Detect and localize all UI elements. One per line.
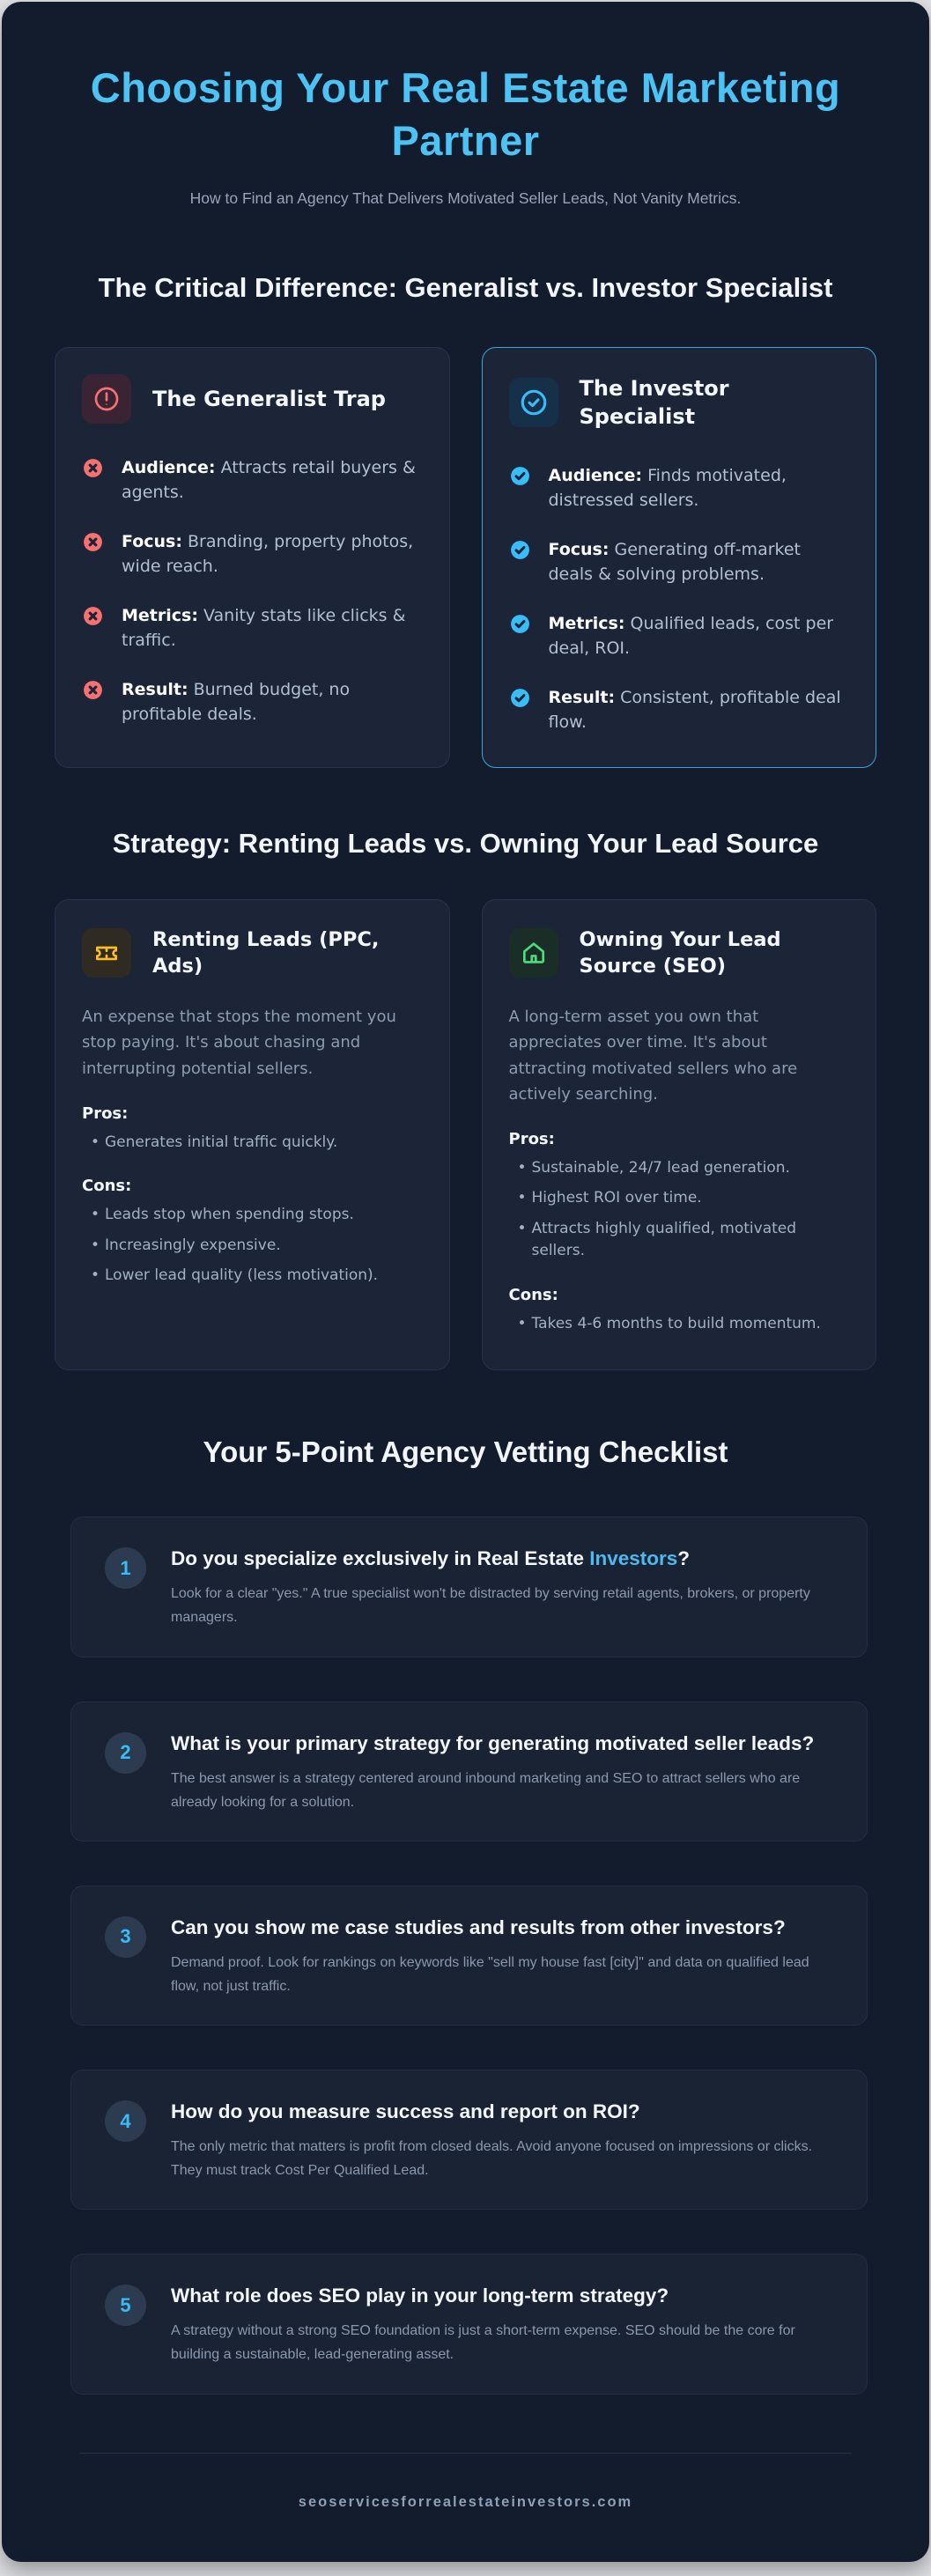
list-item: Result: Consistent, profitable deal flow.: [509, 685, 850, 735]
check-circle-icon: [509, 378, 558, 427]
checklist-item-description: The best answer is a strategy centered around inbound marketing and SEO to attract sellers who are already looking for a solution.: [171, 1770, 801, 1810]
renting-card-title: Renting Leads (PPC, Ads): [152, 927, 380, 978]
checklist-item-2: [70, 1701, 868, 1842]
renting-card-header: [82, 926, 423, 980]
owning-cons-list: [509, 1313, 850, 1336]
checklist-item-title: How do you measure success and report on ROI?: [171, 2100, 640, 2123]
generalist-card-header: [82, 374, 423, 424]
list-item: Focus: Generating off-market deals & solving problems.: [509, 537, 850, 587]
owning-pros-list: [509, 1157, 850, 1263]
number-badge: 1: [105, 1547, 146, 1589]
list-item: • Sustainable, 24/7 lead generation.: [509, 1157, 850, 1180]
list-item: Result: Burned budget, no profitable deals.: [82, 677, 423, 727]
checklist-item-title: Do you specialize exclusively in Real Estate Investors?: [171, 1547, 691, 1570]
ticket-icon: [82, 928, 131, 978]
specialist-card-header: [509, 374, 850, 432]
infographic-container: [2, 2, 929, 2562]
number-badge: 2: [105, 1732, 146, 1774]
section-heading-strategy: Strategy: Renting Leads vs. Owning Your Lead Source: [112, 827, 819, 859]
renting-pros-list: [82, 1132, 423, 1155]
checklist-item-description: A strategy without a strong SEO foundation is just a short-term expense. SEO should be the core for building a sustainable, lead-generating asset.: [171, 2323, 795, 2363]
owning-card-header: [509, 926, 850, 980]
checklist-item-5: [70, 2254, 868, 2394]
specialist-list: [509, 463, 850, 735]
renting-cons-list: [82, 1204, 423, 1288]
x-circle-icon: [82, 457, 104, 479]
highlighted-word: Investors: [589, 1547, 678, 1570]
list-item: • Attracts highly qualified, motivated sellers.: [509, 1218, 850, 1263]
checklist-item-4: [70, 2070, 868, 2210]
renting-leads-card: [55, 899, 450, 1371]
pros-label: Pros:: [82, 1103, 129, 1123]
list-item: • Lower lead quality (less motivation).: [82, 1265, 423, 1288]
footer-domain: seoservicesforrealestateinvestors.com: [298, 2493, 633, 2510]
checklist-item-description: Demand proof. Look for rankings on keywords like "sell my house fast [city]" and data on qualified lead flow, not just traffic.: [171, 1954, 809, 1994]
number-badge: 3: [105, 1916, 146, 1958]
checklist-item-1: [70, 1517, 868, 1657]
investor-specialist-card: [482, 347, 877, 768]
x-circle-icon: [82, 605, 104, 627]
footer-divider: [79, 2453, 852, 2454]
home-icon: [509, 928, 558, 978]
check-circle-icon: [509, 687, 531, 709]
list-item: Audience: Finds motivated, distressed sellers.: [509, 463, 850, 513]
checklist-item-content: [171, 1729, 833, 1814]
number-badge: 5: [105, 2284, 146, 2326]
checklist: [55, 1517, 876, 2394]
number-badge: 4: [105, 2100, 146, 2142]
page-title: Choosing Your Real Estate Marketing Partner: [90, 64, 841, 165]
owning-card-title: Owning Your Lead Source (SEO): [579, 927, 781, 978]
check-circle-icon: [509, 465, 531, 487]
generalist-card-title: The Generalist Trap: [152, 386, 386, 411]
checklist-item-3: [70, 1886, 868, 2026]
checklist-item-description: The only metric that matters is profit from closed deals. Avoid anyone focused on impressions or clicks. They must track Cost Per Qualified Lead.: [171, 2139, 813, 2179]
checklist-item-title: Can you show me case studies and results from other investors?: [171, 1915, 786, 1938]
owning-description: A long-term asset you own that appreciates over time. It's about attracting motivated sellers who are actively searching.: [508, 1008, 798, 1103]
list-item: Audience: Attracts retail buyers & agents.: [82, 455, 423, 506]
generalist-trap-card: [55, 347, 450, 768]
checklist-item-title: What is your primary strategy for generating motivated seller leads?: [171, 1731, 815, 1754]
section-heading-difference: The Critical Difference: Generalist vs. Investor Specialist: [98, 271, 833, 303]
generalist-list: [82, 455, 423, 727]
list-item: • Takes 4-6 months to build momentum.: [509, 1313, 850, 1336]
owning-lead-source-card: [482, 899, 877, 1371]
renting-description: An expense that stops the moment you stop paying. It's about chasing and interrupting potential sellers.: [82, 1008, 396, 1078]
list-item: Metrics: Qualified leads, cost per deal, ROI.: [509, 611, 850, 661]
list-item: Metrics: Vanity stats like clicks & traffic.: [82, 603, 423, 653]
list-item: Focus: Branding, property photos, wide reach.: [82, 529, 423, 579]
check-circle-icon: [509, 613, 531, 635]
cons-label: Cons:: [508, 1285, 558, 1304]
comparison-cards-row: [55, 347, 876, 768]
pros-label: Pros:: [508, 1129, 555, 1148]
x-circle-icon: [82, 531, 104, 553]
strategy-cards-row: [55, 899, 876, 1371]
list-item: • Increasingly expensive.: [82, 1235, 423, 1258]
cons-label: Cons:: [82, 1177, 132, 1196]
checklist-item-content: [171, 1913, 833, 1998]
list-item: • Generates initial traffic quickly.: [82, 1132, 423, 1155]
page-subtitle: How to Find an Agency That Delivers Motivated Seller Leads, Not Vanity Metrics.: [189, 189, 742, 208]
checklist-item-content: [171, 2281, 833, 2366]
list-item: • Leads stop when spending stops.: [82, 1204, 423, 1227]
alert-circle-icon: [82, 374, 131, 424]
checklist-item-content: [171, 1544, 833, 1629]
checklist-item-title: What role does SEO play in your long-term strategy?: [171, 2284, 669, 2307]
checklist-item-content: [171, 2097, 833, 2182]
section-heading-checklist: Your 5-Point Agency Vetting Checklist: [203, 1436, 728, 1469]
x-circle-icon: [82, 679, 104, 701]
specialist-card-title: The Investor Specialist: [579, 375, 729, 430]
check-circle-icon: [509, 539, 531, 561]
list-item: • Highest ROI over time.: [509, 1187, 850, 1210]
checklist-item-description: Look for a clear "yes." A true specialist won't be distracted by serving retail agents, brokers, or property managers.: [171, 1586, 810, 1626]
